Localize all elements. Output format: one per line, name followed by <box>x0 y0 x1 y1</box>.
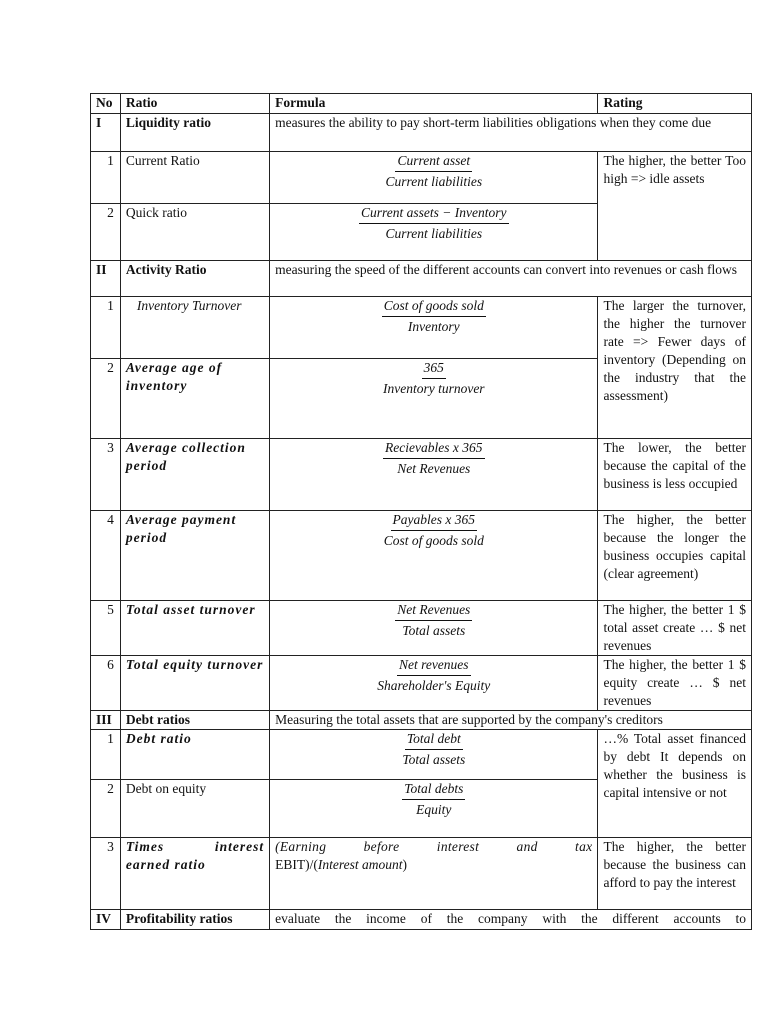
ratio-name: Total asset turnover <box>120 601 269 656</box>
formula-part: Interest amount <box>317 857 403 872</box>
header-rating: Rating <box>598 94 752 114</box>
section-title: Liquidity ratio <box>120 114 269 152</box>
formula-numerator: Net Revenues <box>395 601 472 621</box>
rating-text: The higher, the better because the business can afford to pay the interest <box>598 838 752 910</box>
table-row <box>91 511 752 601</box>
formula-line-1: (Earning before interest and tax <box>275 839 593 854</box>
ratio-name: Current Ratio <box>120 152 269 204</box>
formula-cell <box>270 359 598 439</box>
formula-part: ) <box>402 857 407 872</box>
formula-denominator: Total assets <box>402 623 466 638</box>
formula-numerator: Total debt <box>405 730 463 750</box>
header-no: No <box>91 94 121 114</box>
formula-fraction <box>383 439 484 478</box>
header-row <box>91 94 752 114</box>
section-row-profitability <box>91 910 752 930</box>
formula-denominator: Inventory turnover <box>382 381 485 396</box>
row-number: 2 <box>91 780 121 838</box>
ratio-name: Average collection period <box>120 439 269 511</box>
row-number: 2 <box>91 204 121 261</box>
ratio-name: Times interest earned ratio <box>120 838 269 910</box>
formula-fraction <box>382 297 486 336</box>
rating-text: The higher, the better 1 $ total asset create … $ net revenues <box>598 601 752 656</box>
formula-fraction <box>395 601 472 640</box>
formula-cell <box>270 838 598 910</box>
formula-cell <box>270 204 598 261</box>
formula-denominator: Shareholder's Equity <box>377 678 491 693</box>
formula-fraction <box>382 511 486 550</box>
section-number: II <box>91 261 121 297</box>
formula-denominator: Equity <box>416 802 452 817</box>
formula-cell <box>270 780 598 838</box>
ratio-name: Quick ratio <box>120 204 269 261</box>
table-row <box>91 601 752 656</box>
formula-fraction <box>381 359 487 398</box>
ratio-name: Debt ratio <box>120 730 269 780</box>
formula-line-2 <box>275 856 592 874</box>
formula-denominator: Cost of goods sold <box>383 533 484 548</box>
section-description: evaluate the income of the company with the different accounts to <box>270 910 752 930</box>
formula-numerator: Current assets − Inventory <box>359 204 508 224</box>
section-row-debt <box>91 711 752 730</box>
formula-cell <box>270 439 598 511</box>
table-row <box>91 439 752 511</box>
ratio-name: Inventory Turnover <box>120 297 269 359</box>
rating-text: The larger the turnover, the higher the turnover rate => Fewer days of inventory (Depending on the industry that the assessment) <box>598 297 752 439</box>
formula-cell <box>270 656 598 711</box>
section-description: Measuring the total assets that are supported by the company's creditors <box>270 711 752 730</box>
formula-cell <box>270 511 598 601</box>
formula-numerator: Net revenues <box>397 656 471 676</box>
rating-text: The lower, the better because the capital of the business is less occupied <box>598 439 752 511</box>
formula-cell <box>270 152 598 204</box>
formula-denominator: Inventory <box>407 319 460 334</box>
formula-numerator: Cost of goods sold <box>382 297 486 317</box>
row-number: 5 <box>91 601 121 656</box>
formula-numerator: Current asset <box>395 152 472 172</box>
ratio-name: Average age of inventory <box>120 359 269 439</box>
section-description: measuring the speed of the different accounts can convert into revenues or cash flows <box>270 261 752 297</box>
table-row <box>91 656 752 711</box>
ratio-name: Total equity turnover <box>120 656 269 711</box>
section-title: Profitability ratios <box>120 910 269 930</box>
section-description: measures the ability to pay short-term liabilities obligations when they come due <box>270 114 752 152</box>
section-row-activity <box>91 261 752 297</box>
row-number: 2 <box>91 359 121 439</box>
rating-text: The higher, the better because the longer the business occupies capital (clear agreement) <box>598 511 752 601</box>
formula-numerator: Total debts <box>402 780 465 800</box>
row-number: 3 <box>91 439 121 511</box>
ratio-name: Average payment period <box>120 511 269 601</box>
formula-denominator: Net Revenues <box>397 461 471 476</box>
formula-denominator: Current liabilities <box>385 226 483 241</box>
section-title: Debt ratios <box>120 711 269 730</box>
table-row <box>91 838 752 910</box>
formula-fraction <box>402 780 465 819</box>
header-formula: Formula <box>270 94 598 114</box>
row-number: 6 <box>91 656 121 711</box>
section-number: IV <box>91 910 121 930</box>
section-row-liquidity <box>91 114 752 152</box>
formula-cell <box>270 297 598 359</box>
table-row <box>91 297 752 359</box>
section-number: I <box>91 114 121 152</box>
section-number: III <box>91 711 121 730</box>
section-title: Activity Ratio <box>120 261 269 297</box>
table-row <box>91 730 752 780</box>
row-number: 1 <box>91 152 121 204</box>
formula-fraction <box>359 204 508 243</box>
row-number: 1 <box>91 297 121 359</box>
ratio-name: Debt on equity <box>120 780 269 838</box>
financial-ratios-table <box>90 93 752 930</box>
formula-fraction <box>400 730 467 769</box>
formula-cell <box>270 601 598 656</box>
row-number: 4 <box>91 511 121 601</box>
formula-cell <box>270 730 598 780</box>
row-number: 1 <box>91 730 121 780</box>
row-number: 3 <box>91 838 121 910</box>
rating-text: …% Total asset financed by debt It depends on whether the business is capital intensive or not <box>598 730 752 838</box>
formula-denominator: Total assets <box>402 752 466 767</box>
table-row <box>91 152 752 204</box>
formula-numerator: Payables x 365 <box>391 511 477 531</box>
formula-numerator: Recievables x 365 <box>383 439 484 459</box>
rating-text: The higher, the better Too high => idle assets <box>598 152 752 261</box>
formula-fraction <box>383 152 484 191</box>
formula-fraction <box>375 656 492 695</box>
formula-denominator: Current liabilities <box>385 174 483 189</box>
formula-numerator: 365 <box>422 359 446 379</box>
rating-text: The higher, the better 1 $ equity create … $ net revenues <box>598 656 752 711</box>
formula-part: EBIT)/( <box>275 857 318 872</box>
header-ratio: Ratio <box>120 94 269 114</box>
